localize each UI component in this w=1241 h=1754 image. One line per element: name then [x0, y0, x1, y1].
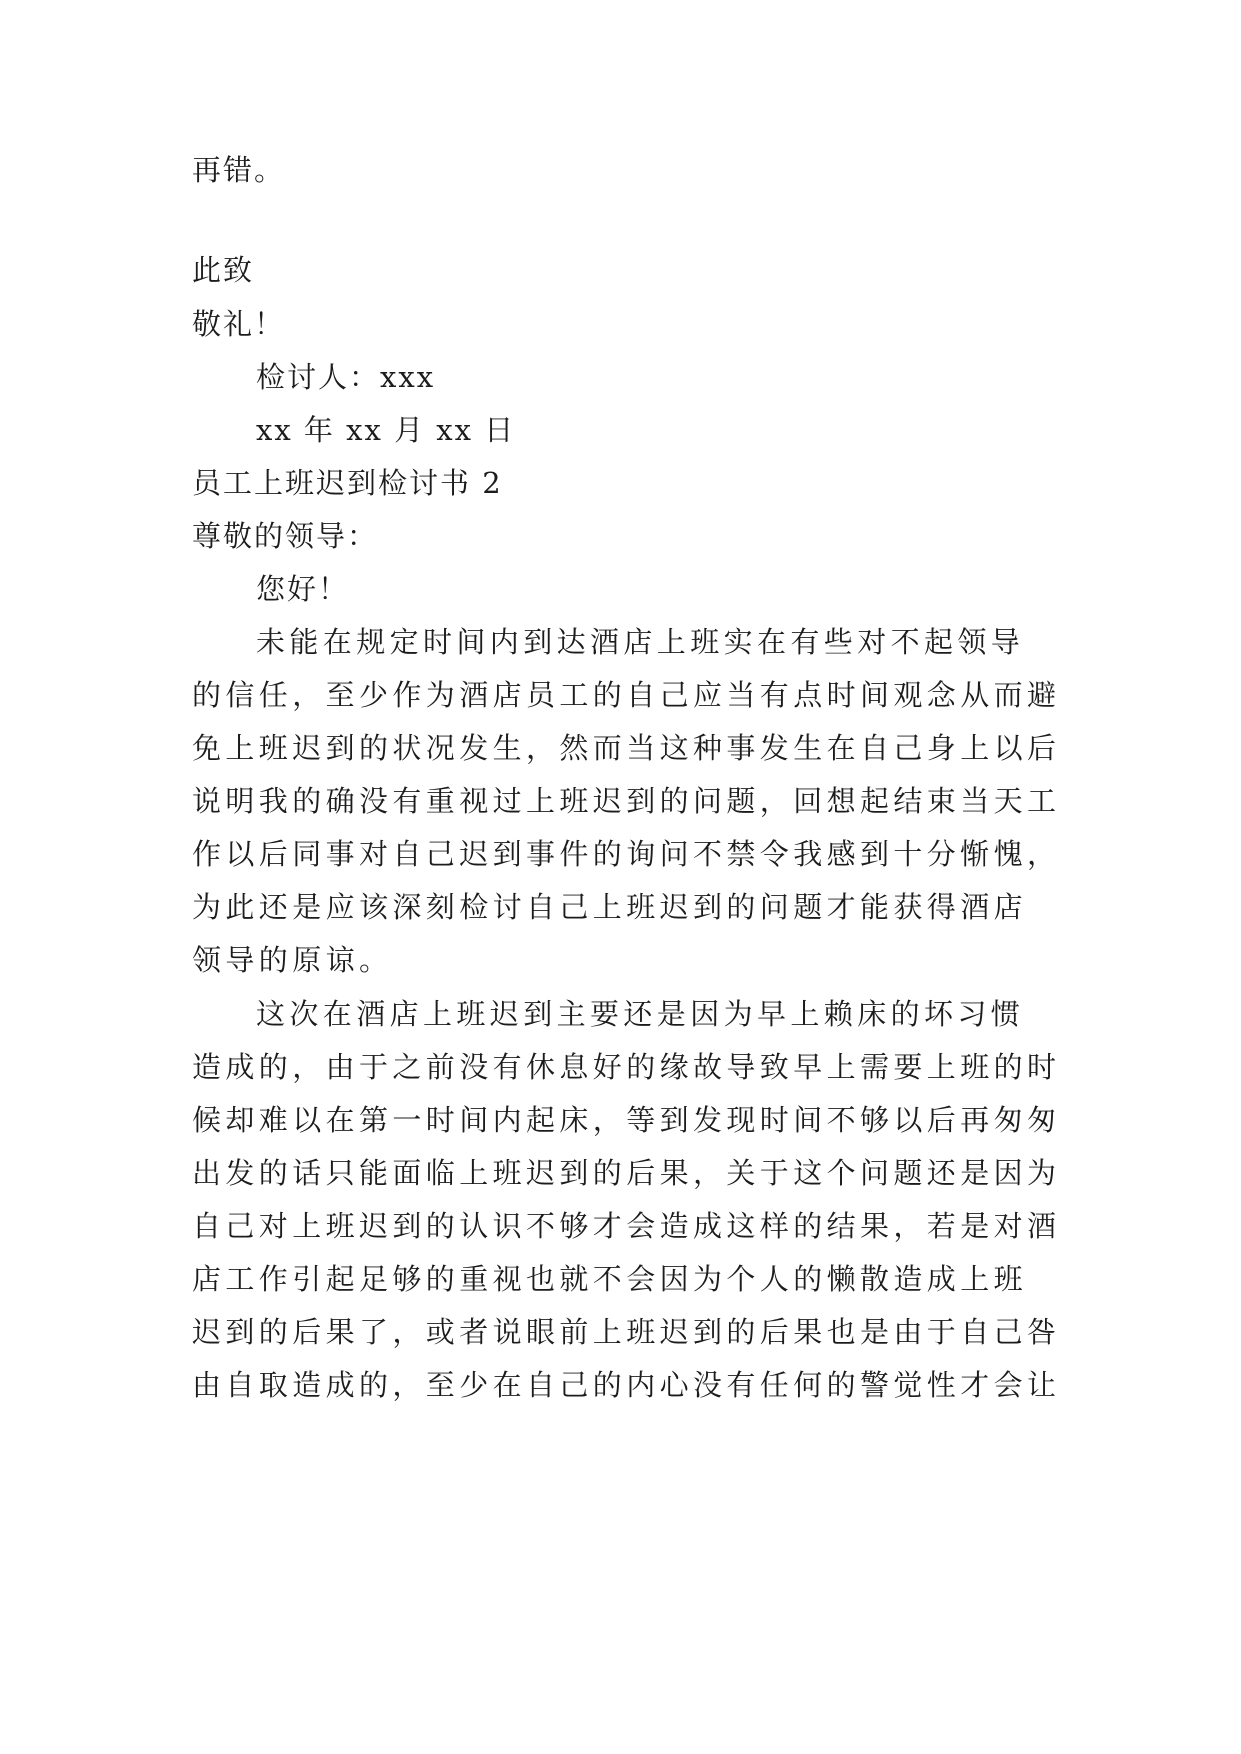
paragraph-line: 领导的原谅。 [192, 943, 393, 977]
closing-line-1: 此致 [192, 253, 255, 287]
paragraph-line: 免上班迟到的状况发生，然而当这种事发生在自己身上以后 [192, 731, 1061, 765]
paragraph-line: 为此还是应该深刻检讨自己上班迟到的问题才能获得酒店 [192, 890, 1028, 924]
paragraph-line: 自己对上班迟到的认识不够才会造成这样的结果，若是对酒 [192, 1209, 1061, 1243]
paragraph-line: 由自取造成的，至少在自己的内心没有任何的警觉性才会让 [192, 1368, 1061, 1402]
closing-line-2: 敬礼！ [192, 307, 286, 341]
paragraph-line: 这次在酒店上班迟到主要还是因为早上赖床的坏习惯 [256, 997, 1025, 1031]
signature-date: xx 年 xx 月 xx 日 [256, 413, 516, 447]
signature-reviewer: 检讨人：xxx [256, 360, 436, 394]
paragraph-line: 的信任，至少作为酒店员工的自己应当有点时间观念从而避 [192, 678, 1061, 712]
paragraph-line: 店工作引起足够的重视也就不会因为个人的懒散造成上班 [192, 1262, 1028, 1296]
salutation: 尊敬的领导： [192, 519, 379, 553]
greeting: 您好！ [256, 572, 350, 606]
paragraph-line: 说明我的确没有重视过上班迟到的问题，回想起结束当天工 [192, 784, 1061, 818]
section-title: 员工上班迟到检讨书 2 [192, 466, 503, 500]
paragraph-line: 造成的，由于之前没有休息好的缘故导致早上需要上班的时 [192, 1050, 1061, 1084]
paragraph-line: 候却难以在第一时间内起床，等到发现时间不够以后再匆匆 [192, 1103, 1061, 1137]
paragraph-line: 迟到的后果了，或者说眼前上班迟到的后果也是由于自己咎 [192, 1315, 1061, 1349]
opening-line: 再错。 [192, 153, 286, 187]
paragraph-line: 作以后同事对自己迟到事件的询问不禁令我感到十分惭愧， [192, 837, 1061, 871]
paragraph-line: 未能在规定时间内到达酒店上班实在有些对不起领导 [256, 625, 1025, 659]
paragraph-line: 出发的话只能面临上班迟到的后果，关于这个问题还是因为 [192, 1156, 1061, 1190]
